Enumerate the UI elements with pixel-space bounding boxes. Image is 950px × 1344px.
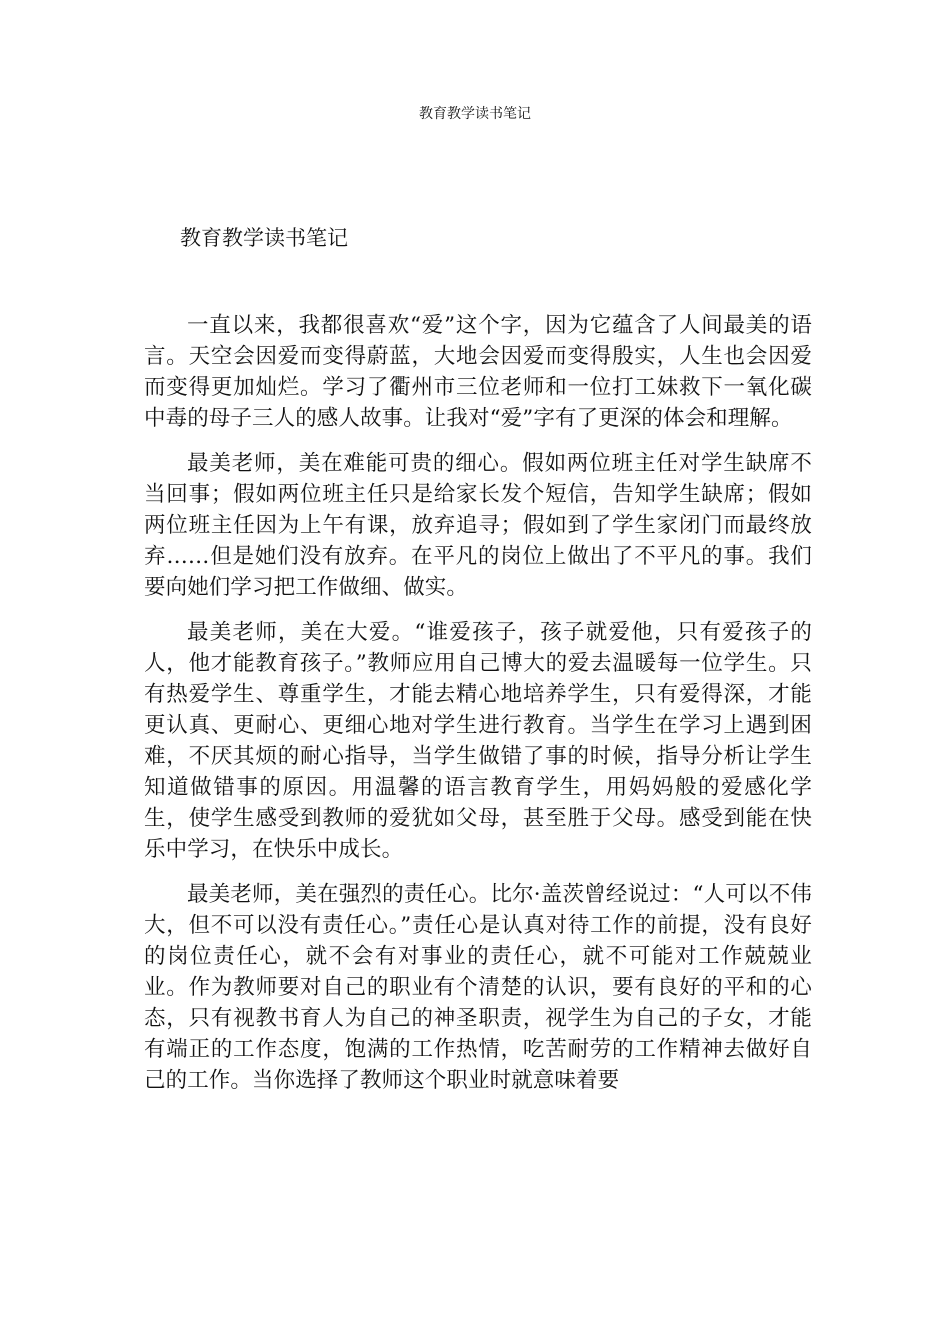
running-header: 教育教学读书笔记 — [419, 106, 531, 122]
paragraph-1: 一直以来，我都很喜欢“爱”这个字，因为它蕴含了人间最美的语言。天空会因爱而变得蔚蓝，大地会因爱而变得殷实，人生也会因爱而变得更加灿烂。学习了衢州市三位老师和一位打工妹救下一氧化碳中毒的母子三人的感人故事。让我对“爱”字有了更深的体会和理解。 — [144, 313, 812, 431]
paragraph-4: 最美老师，美在强烈的责任心。比尔·盖茨曾经说过：“人可以不伟大，但不可以没有责任心。”责任心是认真对待工作的前提，没有良好的岗位责任心，就不会有对事业的责任心，就不可能对工作兢兢业业。作为教师要对自己的职业有个清楚的认识，要有良好的平和的心态，只有视教书育人为自己的神圣职责，视学生为自己的子女，才能有端正的工作态度，饱满的工作热情，吃苦耐劳的工作精神去做好自己的工作。当你选择了教师这个职业时就意味着要 — [144, 882, 812, 1093]
document-title: 教育教学读书笔记 — [180, 226, 348, 250]
paragraph-2: 最美老师，美在难能可贵的细心。假如两位班主任对学生缺席不当回事；假如两位班主任只是给家长发个短信，告知学生缺席；假如两位班主任因为上午有课，放弃追寻；假如到了学生家闭门而最终放弃……但是她们没有放弃。在平凡的岗位上做出了不平凡的事。我们要向她们学习把工作做细、做实。 — [144, 451, 812, 600]
paragraph-3: 最美老师，美在大爱。“谁爱孩子，孩子就爱他，只有爱孩子的人，他才能教育孩子。”教师应用自己博大的爱去温暖每一位学生。只有热爱学生、尊重学生，才能去精心地培养学生，只有爱得深，才能更认真、更耐心、更细心地对学生进行教育。当学生在学习上遇到困难，不厌其烦的耐心指导，当学生做错了事的时候，指导分析让学生知道做错事的原因。用温馨的语言教育学生，用妈妈般的爱感化学生，使学生感受到教师的爱犹如父母，甚至胜于父母。感受到能在快乐中学习，在快乐中成长。 — [144, 620, 812, 862]
document-body — [144, 310, 812, 1110]
